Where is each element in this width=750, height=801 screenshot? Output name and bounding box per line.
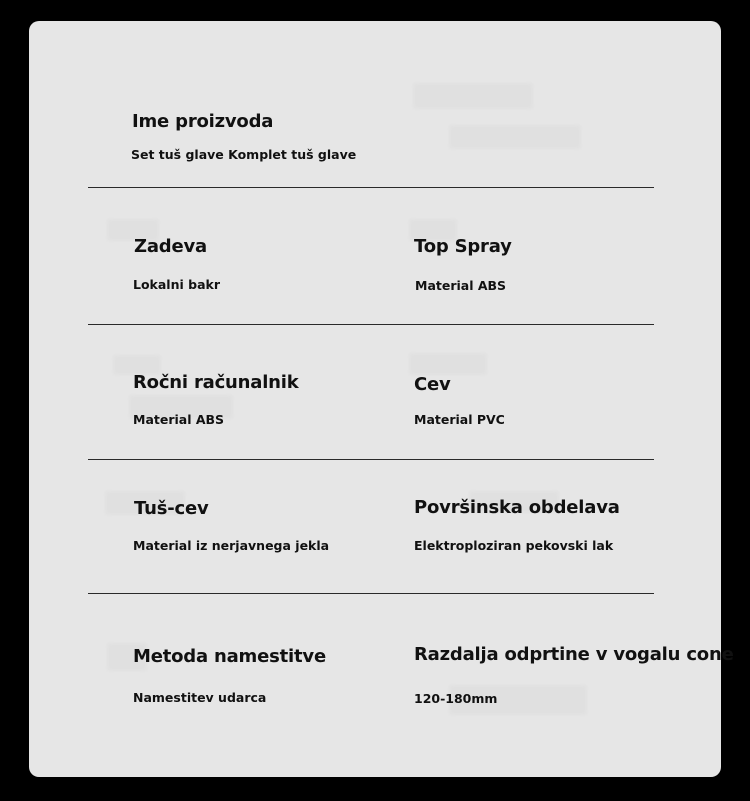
surface-value: Elektroploziran pekovski lak xyxy=(414,538,614,553)
handheld-label: Ročni računalnik xyxy=(133,372,299,393)
pipe-value: Material PVC xyxy=(414,412,505,427)
case-value: Lokalni bakr xyxy=(133,277,220,292)
watermark-smudge xyxy=(409,353,487,375)
case-label: Zadeva xyxy=(134,236,207,257)
top-spray-label: Top Spray xyxy=(414,236,512,257)
watermark-smudge xyxy=(413,83,533,109)
product-name-label: Ime proizvoda xyxy=(132,111,274,132)
hose-label: Tuš-cev xyxy=(134,498,209,519)
watermark-smudge xyxy=(449,125,581,149)
hole-distance-value: 120-180mm xyxy=(414,691,498,706)
pipe-label: Cev xyxy=(414,374,451,395)
spec-card xyxy=(29,21,734,777)
hole-distance-label: Razdalja odprtine v vogalu cone xyxy=(414,644,734,665)
handheld-value: Material ABS xyxy=(133,412,225,427)
hose-value: Material iz nerjavnega jekla xyxy=(133,538,330,553)
divider xyxy=(88,187,654,188)
divider xyxy=(88,324,654,325)
divider xyxy=(88,459,654,460)
installation-label: Metoda namestitve xyxy=(133,646,326,667)
divider xyxy=(88,593,654,594)
top-spray-value: Material ABS xyxy=(415,278,507,293)
product-name-value: Set tuš glave Komplet tuš glave xyxy=(131,147,357,162)
surface-label: Površinska obdelava xyxy=(414,497,620,518)
installation-value: Namestitev udarca xyxy=(133,690,267,705)
